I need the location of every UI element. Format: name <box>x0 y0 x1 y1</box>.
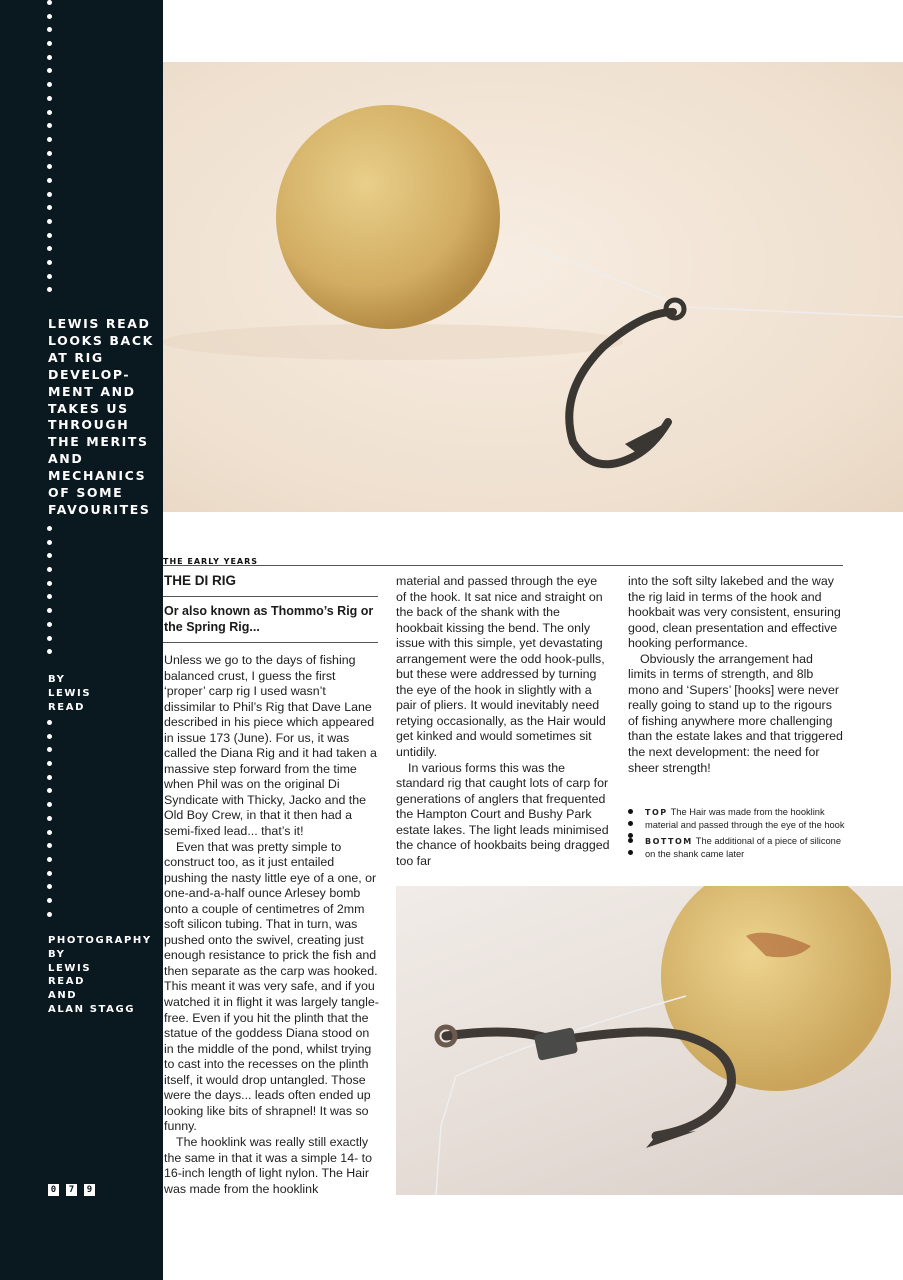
paragraph: into the soft silty lakebed and the way the rig laid in terms of the hook and hookbait was very consistent, ensuring good, clean presentation and effective hooking performance. <box>628 574 841 651</box>
photo-captions <box>628 806 848 864</box>
credit-line: ALAN STAGG <box>48 1003 136 1015</box>
paragraph: The hooklink was really still exactly the same in that it was a simple 14- to 16-inch length of light nylon. The Hair was made from the hooklink <box>164 1134 372 1196</box>
photo-boilie-hair-rig <box>163 62 903 512</box>
divider <box>163 596 378 597</box>
body-column-2 <box>396 574 610 869</box>
boilie-hook-illustration <box>163 62 903 512</box>
caption-label: TOP <box>645 808 668 817</box>
photo-hook-silicone <box>396 886 903 1195</box>
page-digit: 7 <box>66 1184 77 1196</box>
caption-text: The Hair was made from the hooklink material and passed through the eye of the hook <box>645 807 845 830</box>
credit-line: LEWIS <box>48 962 92 974</box>
byline-line: BY <box>48 674 66 685</box>
caption-label: BOTTOM <box>645 837 693 846</box>
dot-column <box>47 526 55 663</box>
hook-closeup-illustration <box>396 886 903 1195</box>
credit-line: BY <box>48 948 66 960</box>
page-digit: 0 <box>48 1184 59 1196</box>
dot-column <box>47 0 55 301</box>
byline <box>48 673 91 715</box>
paragraph: Even that was pretty simple to construct too, as it just entailed pushing the nasty little eye of a one, or one-and-a-half ounce Arlesey bomb onto a couple of centimetres of 2mm soft silicon tubing. That in turn, was pushed onto the swivel, creating just enough resistance to prick the fish and then separate as the carp was hooked. This meant it was very safe, and if you watched it in flight it was largely tangle-free. Even if you hit the plinth that the statue of the goddess Diana stood on in the middle of the pond, whilst trying to cast into the recesses on the plinth itself, it would drop untangled. Those were the days... leads often ended up looking like bits of shrapnel! It was so funny. <box>164 839 379 1134</box>
caption-bottom <box>628 835 848 860</box>
caption-top <box>628 806 848 831</box>
caption-text: The additional of a piece of silicone on the shank came later <box>645 836 841 859</box>
byline-line: READ <box>48 702 85 713</box>
body-column-1 <box>164 653 380 1197</box>
paragraph: In various forms this was the standard rig that caught lots of carp for generations of anglers that frequented the Hampton Court and Bushy Park estate lakes. The light leads minimised the chance of hookbaits being dragged too far <box>396 760 610 868</box>
sidebar <box>0 0 163 1280</box>
photo-credit <box>48 934 158 1017</box>
article-title: THE DI RIG <box>164 573 237 588</box>
credit-line: PHOTOGRAPHY <box>48 935 152 946</box>
page-digit: 9 <box>84 1184 95 1196</box>
dot-column <box>47 720 55 925</box>
credit-line: READ <box>48 976 85 988</box>
page-number <box>48 1184 95 1196</box>
paragraph: Obviously the arrangement had limits in terms of strength, and 8lb mono and ‘Supers’ [hooks] were never really going to stand up to the rigours of fishing anywhere more challenging than the estate lakes and that triggered the next development: the need for sheer strength! <box>628 651 843 775</box>
credit-line: AND <box>48 990 78 1002</box>
standfirst: Or also known as Thommo’s Rig or the Spring Rig... <box>164 604 374 634</box>
divider <box>163 642 378 643</box>
paragraph: Unless we go to the days of fishing balanced crust, I guess the first ‘proper’ carp rig I used wasn’t dissimilar to Phil’s Rig that Dave Lane described in his piece which appeared in issue 173 (June). For us, it was called the Diana Rig and it had taken a massive step forward from the time when Phil was on the original Di Syndicate with Thicky, Jacko and the Old Boy Crew, in that it then had a semi-fixed lead... that’s it! <box>164 653 377 839</box>
divider <box>163 565 843 566</box>
section-kicker: THE EARLY YEARS <box>163 557 261 566</box>
headline: LEWIS READ LOOKS BACK AT RIG DEVELOP-MENT AND TAKES US THROUGH THE MERITS AND MECHANICS OF SOME FAVOURITES <box>48 316 154 517</box>
body-column-3 <box>628 574 844 776</box>
paragraph: material and passed through the eye of the hook. It sat nice and straight on the back of the shank with the hookbait kissing the bend. The only issue with this simple, yet devastating arrangement were the odd hook-pulls, but these were addressed by turning the eye of the hook in slightly with a pair of pliers. It would inevitably need retying occasionally, as the Hair would get kinked and would sometimes sit untidily. <box>396 574 606 760</box>
byline-line: LEWIS <box>48 688 92 699</box>
